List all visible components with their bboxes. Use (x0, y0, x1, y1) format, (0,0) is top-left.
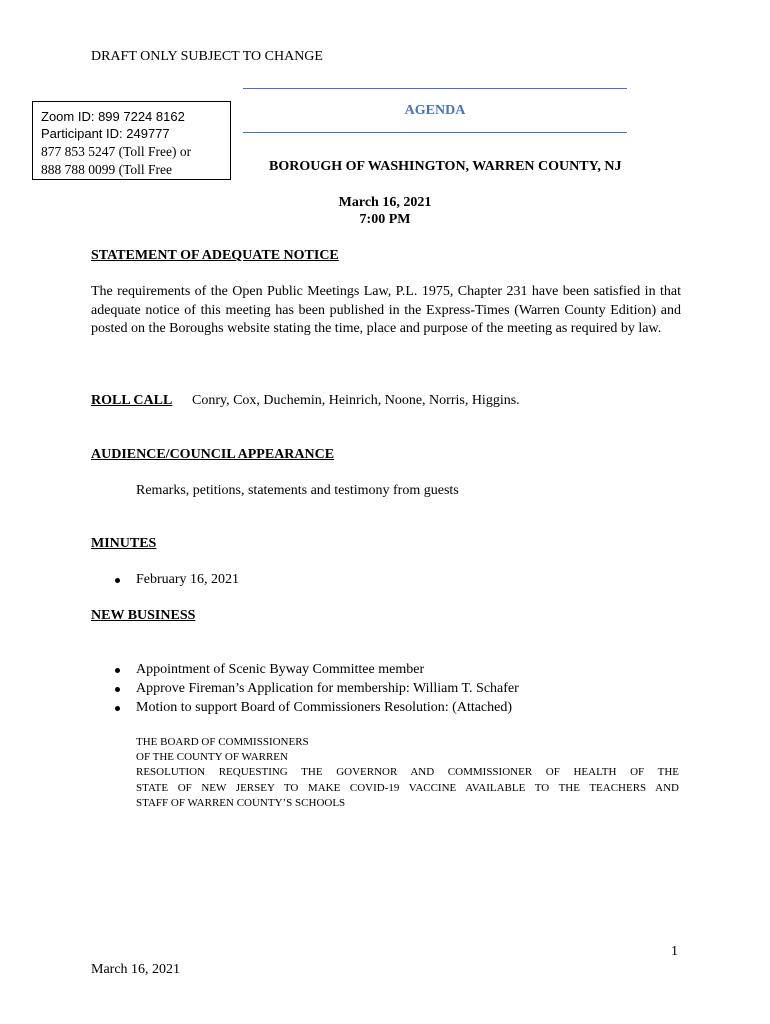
phone-number-2: 888 788 0099 (Toll Free (41, 161, 173, 177)
meeting-time: 7:00 PM (359, 212, 411, 227)
list-item (91, 661, 519, 680)
minutes-heading: MINUTES (91, 536, 157, 551)
list-item-text: February 16, 2021 (136, 572, 240, 587)
resolution-line: THE BOARD OF COMMISSIONERS (136, 736, 309, 748)
agenda-top-rule (243, 88, 627, 89)
zoom-info-box (32, 101, 231, 180)
bullet-icon (115, 687, 120, 692)
bullet-icon (115, 668, 120, 673)
draft-notice: DRAFT ONLY SUBJECT TO CHANGE (91, 49, 323, 64)
new-business-heading: NEW BUSINESS (91, 608, 196, 623)
roll-call-names: Conry, Cox, Duchemin, Heinrich, Noone, Norris, Higgins. (192, 393, 520, 408)
zoom-id: Zoom ID: 899 7224 8162 (41, 109, 185, 124)
footer-date: March 16, 2021 (91, 962, 181, 977)
participant-id: Participant ID: 249777 (41, 126, 170, 142)
audience-heading: AUDIENCE/COUNCIL APPEARANCE (91, 447, 335, 462)
list-item-text: Appointment of Scenic Byway Committee member (136, 662, 425, 677)
new-business-list (91, 661, 519, 718)
resolution-line: RESOLUTION REQUESTING THE GOVERNOR AND COMMISSIONER OF HEALTH OF THE (136, 766, 679, 779)
roll-call-heading: ROLL CALL (91, 393, 173, 408)
notice-body: The requirements of the Open Public Meetings Law, P.L. 1975, Chapter 231 have been satisfied in that adequate notice of this meeting has been published in the Express-Times (Warren County Edition) and posted on the Boroughs website stating the time, place and purpose of the meeting as required by law. (91, 284, 681, 337)
notice-heading: STATEMENT OF ADEQUATE NOTICE (91, 248, 339, 263)
agenda-bottom-rule (243, 132, 627, 133)
bullet-icon (115, 706, 120, 711)
audience-body: Remarks, petitions, statements and testimony from guests (136, 483, 459, 498)
resolution-line: STAFF OF WARREN COUNTY’S SCHOOLS (136, 796, 346, 809)
list-item-text: Approve Fireman’s Application for membership: William T. Schafer (136, 681, 519, 696)
bullet-icon (115, 578, 120, 583)
list-item (91, 699, 519, 718)
phone-number-1: 877 853 5247 (Toll Free) or (41, 143, 192, 159)
borough-title: BOROUGH OF WASHINGTON, WARREN COUNTY, NJ (269, 159, 622, 174)
resolution-line: STATE OF NEW JERSEY TO MAKE COVID-19 VACCINE AVAILABLE TO THE TEACHERS AND (136, 781, 679, 794)
resolution-text (136, 735, 679, 811)
meeting-date: March 16, 2021 (338, 195, 432, 210)
list-item (91, 680, 519, 699)
page-number: 1 (671, 944, 678, 959)
list-item-text: Motion to support Board of Commissioners Resolution: (Attached) (136, 700, 513, 715)
minutes-list (91, 571, 239, 590)
agenda-title: AGENDA (404, 103, 466, 118)
resolution-line: OF THE COUNTY OF WARREN (136, 751, 288, 764)
list-item (91, 571, 239, 590)
